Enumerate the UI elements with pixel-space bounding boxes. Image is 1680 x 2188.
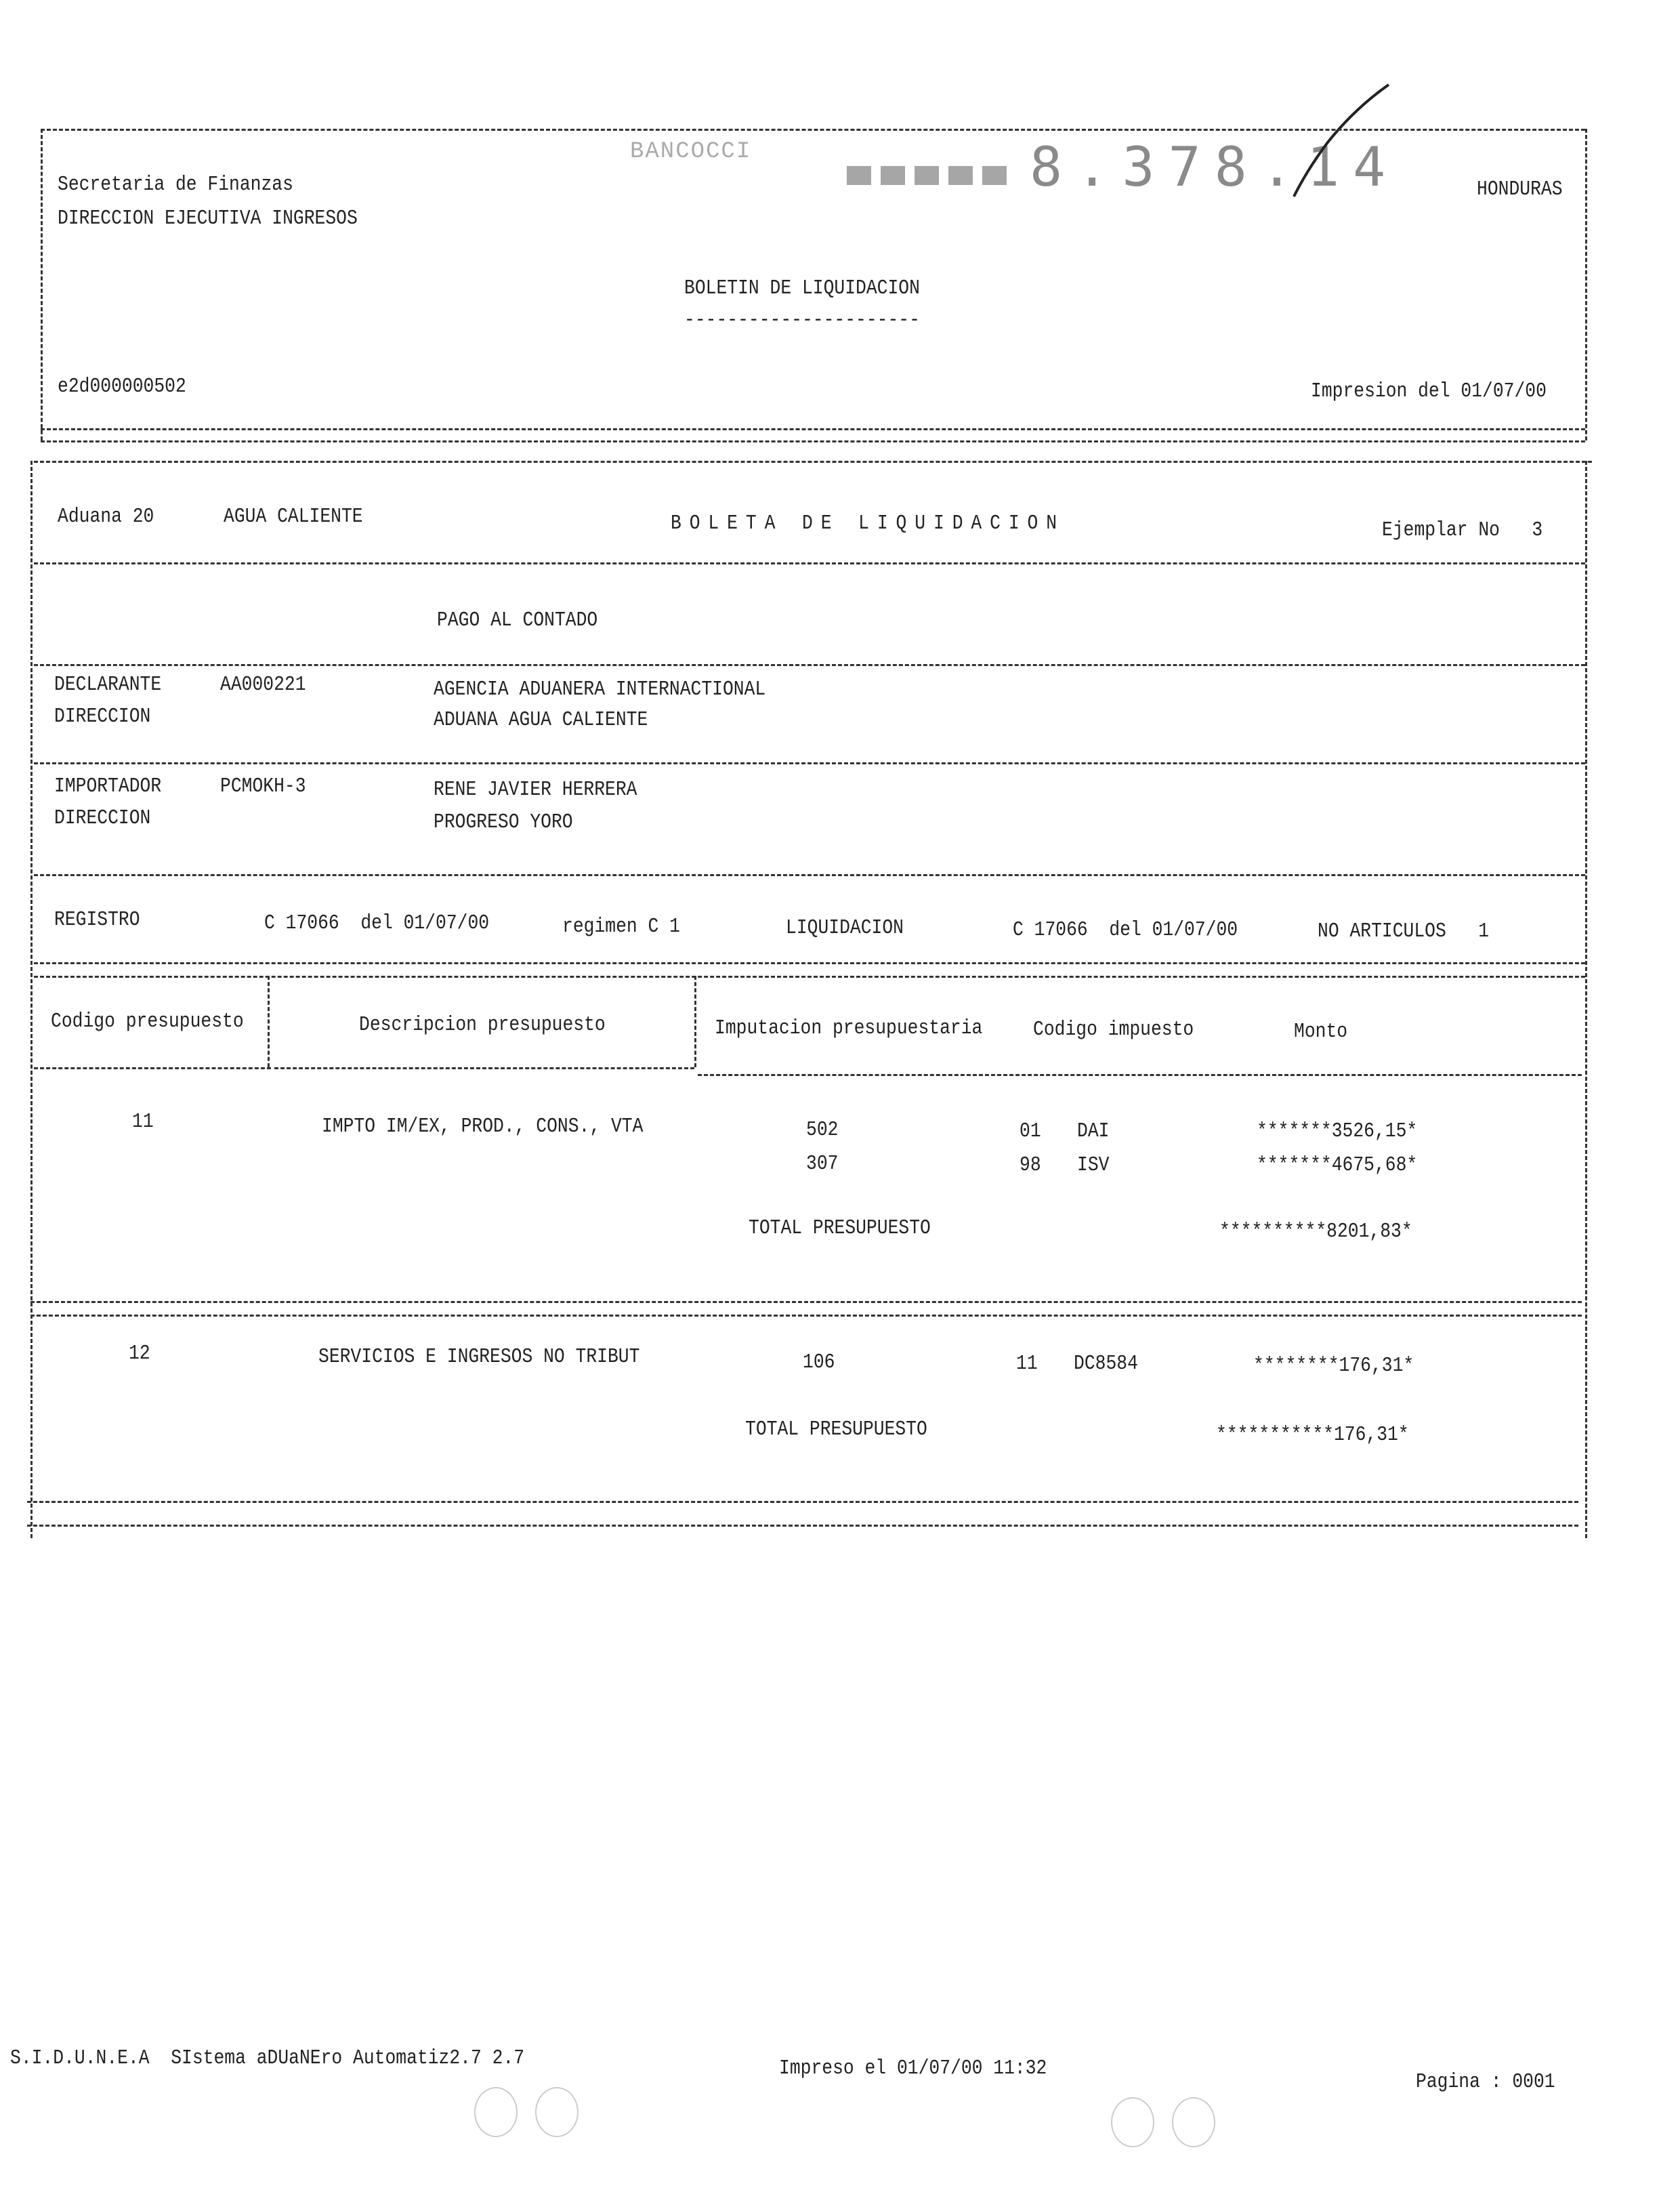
importador-name: RENE JAVIER HERRERA: [434, 778, 637, 802]
document-id: e2d000000502: [58, 375, 186, 398]
group-divider-1b: [30, 1315, 1582, 1317]
country-name: HONDURAS: [1477, 178, 1563, 201]
aduana-name: AGUA CALIENTE: [224, 505, 363, 529]
boleta-divider-1: [34, 562, 1585, 564]
aduana-label: Aduana 20: [58, 505, 154, 529]
total-presupuesto-label: TOTAL PRESUPUESTO: [745, 1418, 927, 1441]
header-monto: Monto: [1294, 1020, 1348, 1044]
table-header-underline-right: [698, 1074, 1582, 1076]
declarante-name: AGENCIA ADUANERA INTERNACTIONAL: [434, 678, 766, 701]
bank-stamp-blocks: [847, 166, 1007, 185]
boleta-divider-3: [34, 762, 1585, 764]
group-description: SERVICIOS E INGRESOS NO TRIBUT: [318, 1345, 640, 1369]
footer-printed: Impreso el 01/07/00 11:32: [779, 2057, 1047, 2080]
row-impuesto-num: 98: [1020, 1153, 1041, 1177]
checkmark-icon: [1287, 81, 1395, 203]
liquidacion-value: C 17066 del 01/07/00: [1013, 918, 1238, 942]
declarante-label: DECLARANTE: [54, 673, 162, 697]
row-impuesto-code: ISV: [1077, 1153, 1110, 1177]
header-separator-2: [694, 976, 696, 1067]
boletin-title-underline: ----------------------: [684, 308, 920, 332]
liquidacion-label: LIQUIDACION: [786, 916, 904, 940]
header-imputacion: Imputacion presupuestaria: [715, 1016, 983, 1040]
ministry-name: Secretaria de Finanzas: [58, 173, 293, 197]
direction-name: DIRECCION EJECUTIVA INGRESOS: [58, 207, 358, 230]
row-monto: *******3526,15*: [1257, 1119, 1418, 1143]
boleta-divider-5: [34, 962, 1585, 964]
declarante-direccion: ADUANA AGUA CALIENTE: [434, 708, 648, 732]
total-presupuesto-label: TOTAL PRESUPUESTO: [749, 1216, 931, 1240]
importador-label: IMPORTADOR: [54, 775, 162, 798]
declarante-direccion-label: DIRECCION: [54, 705, 151, 728]
header-right-border: [1585, 129, 1587, 440]
regimen: regimen C 1: [562, 915, 680, 938]
boleta-left-border: [30, 461, 33, 1538]
header-separator-1: [268, 976, 270, 1067]
header-codigo-presupuesto: Codigo presupuesto: [51, 1010, 244, 1033]
boleta-divider-4: [34, 874, 1585, 876]
table-header-underline-left: [34, 1067, 271, 1069]
header-top-border: [41, 129, 1585, 131]
boleta-title: BOLETA DE LIQUIDACION: [671, 512, 1065, 535]
header-left-border: [41, 129, 43, 440]
total-presupuesto-amount: ***********176,31*: [1216, 1423, 1409, 1447]
importador-direccion: PROGRESO YORO: [434, 810, 573, 834]
registro-label: REGISTRO: [54, 908, 140, 932]
footer-system: S.I.D.U.N.E.A SIstema aDUaNEro Automatiz2.7 2.7: [10, 2046, 525, 2070]
row-imputacion: 106: [803, 1350, 835, 1374]
boleta-divider-5b: [34, 976, 1585, 978]
registro-value: C 17066 del 01/07/00: [264, 911, 490, 935]
boletin-title: BOLETIN DE LIQUIDACION: [684, 276, 920, 300]
importador-direccion-label: DIRECCION: [54, 806, 151, 830]
row-imputacion: 502: [806, 1118, 839, 1142]
punch-hole: [535, 2087, 579, 2137]
boleta-top-border: [34, 461, 1592, 463]
header-descripcion-presupuesto: Descripcion presupuesto: [359, 1013, 606, 1037]
boleta-divider-2: [34, 664, 1585, 666]
header-divider-2: [41, 440, 1585, 442]
row-impuesto-code: DC8584: [1074, 1352, 1138, 1376]
punch-hole: [474, 2087, 518, 2137]
header-codigo-impuesto: Codigo impuesto: [1033, 1018, 1194, 1041]
ejemplar-number: Ejemplar No 3: [1382, 518, 1543, 542]
importador-code: PCMOKH-3: [220, 775, 306, 798]
row-impuesto-num: 01: [1020, 1119, 1041, 1143]
total-presupuesto-amount: **********8201,83*: [1219, 1220, 1412, 1243]
header-divider-1: [41, 428, 1585, 430]
print-date: Impresion del 01/07/00: [1311, 379, 1547, 403]
no-articulos: NO ARTICULOS 1: [1318, 920, 1490, 943]
bank-stamp-number: 8.378.14: [1030, 136, 1400, 199]
punch-hole: [1172, 2097, 1215, 2147]
group-code: 11: [132, 1110, 154, 1134]
row-monto: ********176,31*: [1253, 1354, 1414, 1378]
row-impuesto-num: 11: [1016, 1352, 1038, 1376]
footer-page: Pagina : 0001: [1416, 2070, 1555, 2094]
boleta-right-border: [1585, 461, 1587, 1538]
group-description: IMPTO IM/EX, PROD., CONS., VTA: [322, 1115, 644, 1138]
table-header-underline-mid: [274, 1067, 694, 1069]
row-impuesto-code: DAI: [1077, 1119, 1110, 1143]
bank-stamp-name: BANCOCCI: [630, 139, 752, 165]
punch-hole: [1111, 2097, 1154, 2147]
row-imputacion: 307: [806, 1152, 839, 1176]
group-code: 12: [129, 1342, 150, 1365]
row-monto: *******4675,68*: [1257, 1153, 1418, 1177]
boleta-bottom-border-2: [27, 1525, 1578, 1527]
declarante-code: AA000221: [220, 673, 306, 697]
group-divider-1: [30, 1301, 1582, 1303]
pago-al-contado: PAGO AL CONTADO: [437, 608, 598, 632]
boleta-bottom-border-1: [27, 1501, 1578, 1503]
